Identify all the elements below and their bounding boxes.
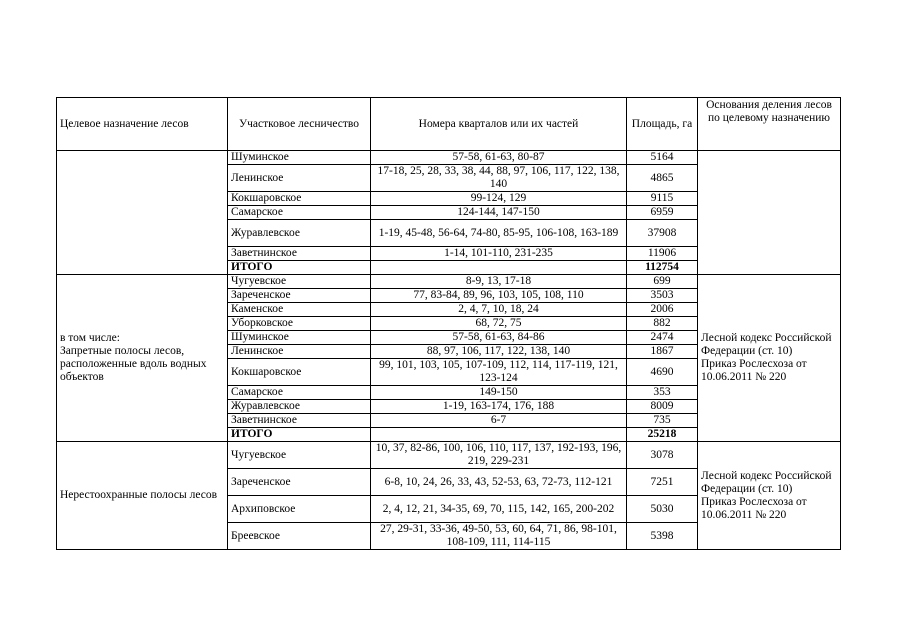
table-row bbox=[57, 275, 841, 289]
forestry-cell: Шуминское bbox=[228, 331, 371, 345]
purpose-cell bbox=[57, 151, 228, 275]
quarters-cell: 149-150 bbox=[371, 386, 627, 400]
forestry-cell: Журавлевское bbox=[228, 400, 371, 414]
area-cell: 882 bbox=[627, 317, 698, 331]
area-cell: 1867 bbox=[627, 345, 698, 359]
forestry-cell: Чугуевское bbox=[228, 442, 371, 469]
quarters-cell: 1-14, 101-110, 231-235 bbox=[371, 247, 627, 261]
area-cell: 4865 bbox=[627, 165, 698, 192]
total-quarters-empty bbox=[371, 261, 627, 275]
forestry-cell: Ленинское bbox=[228, 345, 371, 359]
quarters-cell: 17-18, 25, 28, 33, 38, 44, 88, 97, 106, 117, 122, 138, 140 bbox=[371, 165, 627, 192]
area-cell: 11906 bbox=[627, 247, 698, 261]
area-cell: 2006 bbox=[627, 303, 698, 317]
quarters-cell: 2, 4, 7, 10, 18, 24 bbox=[371, 303, 627, 317]
header-basis: Основания деления лесов по целевому назначению bbox=[698, 98, 841, 151]
forestry-cell: Уборковское bbox=[228, 317, 371, 331]
basis-text: Лесной кодекс Российской Федерации (ст. 10) Приказ Рослесхоза от 10.06.2011 № 220 bbox=[701, 332, 832, 383]
purpose-text: Нерестоохранные полосы лесов bbox=[60, 489, 218, 501]
total-area: 25218 bbox=[627, 428, 698, 442]
quarters-cell: 68, 72, 75 bbox=[371, 317, 627, 331]
quarters-cell: 1-19, 163-174, 176, 188 bbox=[371, 400, 627, 414]
quarters-cell: 27, 29-31, 33-36, 49-50, 53, 60, 64, 71, 86, 98-101, 108-109, 111, 114-115 bbox=[371, 523, 627, 550]
forestry-cell: Бреевское bbox=[228, 523, 371, 550]
quarters-cell: 8-9, 13, 17-18 bbox=[371, 275, 627, 289]
forestry-cell: Кокшаровское bbox=[228, 192, 371, 206]
area-cell: 2474 bbox=[627, 331, 698, 345]
purpose-cell bbox=[57, 442, 228, 550]
area-cell: 5398 bbox=[627, 523, 698, 550]
basis-cell bbox=[698, 442, 841, 550]
table-row bbox=[57, 442, 841, 469]
total-quarters-empty bbox=[371, 428, 627, 442]
area-cell: 3078 bbox=[627, 442, 698, 469]
area-cell: 699 bbox=[627, 275, 698, 289]
total-label: ИТОГО bbox=[228, 428, 371, 442]
forestry-cell: Зареченское bbox=[228, 469, 371, 496]
forestry-cell: Журавлевское bbox=[228, 220, 371, 247]
area-cell: 5164 bbox=[627, 151, 698, 165]
area-cell: 735 bbox=[627, 414, 698, 428]
area-cell: 5030 bbox=[627, 496, 698, 523]
area-cell: 6959 bbox=[627, 206, 698, 220]
quarters-cell: 6-7 bbox=[371, 414, 627, 428]
total-area: 112754 bbox=[627, 261, 698, 275]
quarters-cell: 10, 37, 82-86, 100, 106, 110, 117, 137, 192-193, 196, 219, 229-231 bbox=[371, 442, 627, 469]
forestry-cell: Чугуевское bbox=[228, 275, 371, 289]
quarters-cell: 77, 83-84, 89, 96, 103, 105, 108, 110 bbox=[371, 289, 627, 303]
area-cell: 4690 bbox=[627, 359, 698, 386]
forestry-cell: Самарское bbox=[228, 386, 371, 400]
forest-purpose-table bbox=[56, 97, 841, 550]
quarters-cell: 2, 4, 12, 21, 34-35, 69, 70, 115, 142, 165, 200-202 bbox=[371, 496, 627, 523]
basis-text: Лесной кодекс Российской Федерации (ст. 10) Приказ Рослесхоза от 10.06.2011 № 220 bbox=[701, 469, 832, 521]
quarters-cell: 57-58, 61-63, 80-87 bbox=[371, 151, 627, 165]
area-cell: 3503 bbox=[627, 289, 698, 303]
forestry-cell: Каменское bbox=[228, 303, 371, 317]
quarters-cell: 6-8, 10, 24, 26, 33, 43, 52-53, 63, 72-73, 112-121 bbox=[371, 469, 627, 496]
area-cell: 8009 bbox=[627, 400, 698, 414]
quarters-cell: 99-124, 129 bbox=[371, 192, 627, 206]
area-cell: 37908 bbox=[627, 220, 698, 247]
basis-cell bbox=[698, 151, 841, 275]
quarters-cell: 1-19, 45-48, 56-64, 74-80, 85-95, 106-108, 163-189 bbox=[371, 220, 627, 247]
purpose-cell bbox=[57, 275, 228, 442]
quarters-cell: 124-144, 147-150 bbox=[371, 206, 627, 220]
forestry-cell: Заветнинское bbox=[228, 247, 371, 261]
forestry-cell: Зареченское bbox=[228, 289, 371, 303]
area-cell: 7251 bbox=[627, 469, 698, 496]
quarters-cell: 99, 101, 103, 105, 107-109, 112, 114, 117-119, 121, 123-124 bbox=[371, 359, 627, 386]
table-header-row bbox=[57, 98, 841, 151]
header-forestry: Участковое лесничество bbox=[228, 98, 371, 151]
table-body bbox=[57, 151, 841, 550]
purpose-text: в том числе: Запретные полосы лесов, расположенные вдоль водных объектов bbox=[60, 332, 207, 383]
table-row bbox=[57, 151, 841, 165]
area-cell: 9115 bbox=[627, 192, 698, 206]
header-quarters: Номера кварталов или их частей bbox=[371, 98, 627, 151]
forestry-cell: Заветнинское bbox=[228, 414, 371, 428]
area-cell: 353 bbox=[627, 386, 698, 400]
header-purpose: Целевое назначение лесов bbox=[57, 98, 228, 151]
quarters-cell: 57-58, 61-63, 84-86 bbox=[371, 331, 627, 345]
basis-cell bbox=[698, 275, 841, 442]
forestry-cell: Архиповское bbox=[228, 496, 371, 523]
quarters-cell: 88, 97, 106, 117, 122, 138, 140 bbox=[371, 345, 627, 359]
forestry-cell: Самарское bbox=[228, 206, 371, 220]
forestry-cell: Ленинское bbox=[228, 165, 371, 192]
header-area: Площадь, га bbox=[627, 98, 698, 151]
forestry-cell: Кокшаровское bbox=[228, 359, 371, 386]
forestry-cell: Шуминское bbox=[228, 151, 371, 165]
total-label: ИТОГО bbox=[228, 261, 371, 275]
